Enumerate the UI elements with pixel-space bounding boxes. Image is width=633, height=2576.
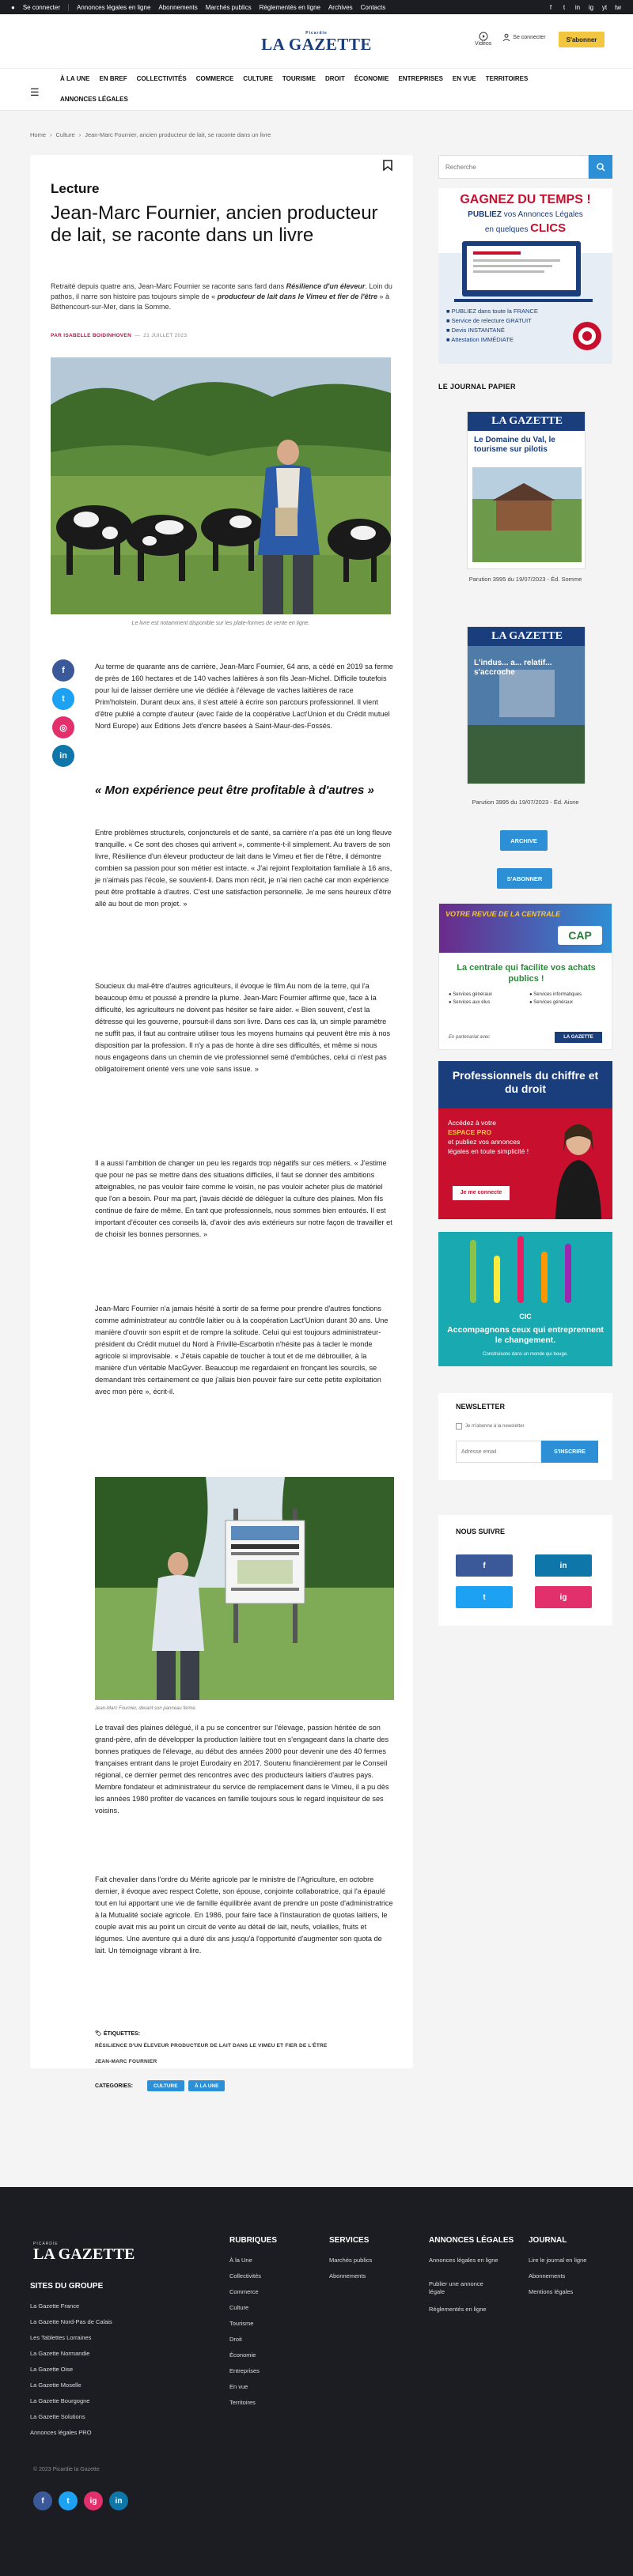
share-twitter-button[interactable]: [52, 688, 74, 710]
footer-link[interactable]: La Gazette Oise: [30, 2366, 74, 2373]
share-linkedin-button[interactable]: [52, 745, 74, 767]
youtube-icon[interactable]: yt: [601, 3, 608, 11]
newsletter-heading: NEWSLETTER: [456, 1403, 505, 1411]
instagram-icon: ◎: [59, 723, 67, 733]
footer-link[interactable]: Publier une annonce légale: [429, 2280, 483, 2295]
main-nav: [0, 68, 633, 111]
ad-items: ● Services généraux ● Services informatiques ● Services aux élus ● Services généraux: [449, 992, 582, 1005]
nav-item-entreprises[interactable]: ENTREPRISES: [398, 75, 443, 82]
breadcrumb-home[interactable]: Home: [30, 131, 47, 138]
account-icon: [502, 33, 510, 41]
top-bar: [0, 0, 633, 14]
newsletter-email-input[interactable]: [456, 1441, 541, 1463]
instagram-icon: ig: [89, 2496, 97, 2506]
footer-logo-kicker: PICARDIE: [33, 2242, 59, 2246]
nav-item-commerce[interactable]: COMMERCE: [195, 75, 234, 82]
nav-item-tourisme[interactable]: TOURISME: [282, 75, 316, 82]
ad-person-photo: [549, 1116, 608, 1219]
footer-link[interactable]: La Gazette Bourgogne: [30, 2397, 90, 2404]
article-paragraph: Fait chevalier dans l'ordre du Mérite agricole par le ministre de l'Agriculture, en octobre dernier, il évoque avec respect Colette, son épouse, conjointe collaboratrice, qui l'a épaulé tout en lui apportant une vie de famille équilibrée avant de prendre un poste d'administratrice à la Mutualité sociale agricole. En 1986, pour faire face à l'instauration de quotas laitiers, le couple avait mis au point un circuit de vente au détail de lait, neufs, volailles, fruits et légumes. Une aventure qui a duré dix ans jusqu'à l'opportunité d'augmenter son quota de lait. Un témoignage vibrant à lire.: [95, 1875, 393, 1955]
footer-link[interactable]: Lire le journal en ligne: [529, 2257, 587, 2264]
nav-item-territoires[interactable]: TERRITOIRES: [485, 75, 529, 82]
twitter-icon: t: [483, 1592, 486, 1602]
categories-label: CATEGORIES:: [95, 2083, 134, 2089]
footer-link[interactable]: Annonces légales en ligne: [429, 2257, 498, 2264]
linkedin-icon: in: [115, 2496, 123, 2506]
article-paragraph: Au terme de quarante ans de carrière, Jean-Marc Fournier, 64 ans, a cédé en 2019 sa ferme de près de 160 hectares et de 140 vaches laitières à son fils Jean-Michel. Difficile toutefois pour lui de laisser derrière une vie dédiée à l'élevage de vaches laitières de race Prim'holstein. Durant deux ans, il s'est attelé à écrire son parcours professionnel. Il vient d'être publié à compte d'auteur (avec l'aide de la coopérative Lact'Union et du Crédit mutuel Nord Europe) aux Éditions Jets d'encre basées à Saint-Maur-des-Fossés.: [95, 663, 393, 730]
top-link-abonnements[interactable]: Abonnements: [158, 3, 198, 11]
footer-link[interactable]: Collectivités: [229, 2272, 262, 2279]
cover-headline: Le Domaine du Val, le tourisme sur pilotis: [474, 436, 555, 454]
share-instagram-button[interactable]: [52, 716, 74, 738]
follow-box: [438, 1515, 612, 1626]
ad-line: en quelques CLICS: [484, 221, 567, 235]
photo-caption: Jean-Marc Fournier, devant son panneau ferme.: [95, 1706, 197, 1711]
author-name: PAR ISABELLE BOIDINHOVEN: [51, 333, 132, 338]
chevron-right-icon: ›: [78, 131, 81, 138]
ad-line: PUBLIEZ vos Annonces Légales: [468, 210, 583, 219]
article-photo-sign: [95, 1477, 394, 1700]
ad-subtitle: La centrale qui facilite vos achats publics !: [457, 963, 596, 984]
nav-row-secondary: [55, 94, 133, 105]
ad-illustration: [438, 237, 612, 364]
ad-annonces-legales[interactable]: [438, 188, 612, 364]
tags-heading: 🏷 ÉTIQUETTES:: [95, 2031, 141, 2037]
facebook-icon: f: [41, 2496, 44, 2506]
footer-link[interactable]: Territoires: [229, 2399, 256, 2406]
footer-link[interactable]: Économie: [229, 2351, 256, 2359]
footer-link[interactable]: En vue: [229, 2383, 248, 2390]
article-paragraph: Jean-Marc Fournier n'a jamais hésité à sortir de sa ferme pour prendre d'autres fonctions comme administrateur au contrôle laitier ou à la coopération Lact'Union durant 30 ans. Une manière d'ouvrir son esprit et de rompre la solitude. Celui qui est toujours administrateur-président du Crédit mutuel du Nord à Friville-Escarbotin n'hésite pas à tacler le monde agricole si improvisable. « J'étais capable de toucher à tout et de me débrouiller, à la manière d'un véritable MacGyver. Beaucoup me regardaient en fronçant les sourcils, se demandant très certainement ce que j'allais bien pouvoir faire sur cette petite exploitation avec mon père », écrit-il.: [95, 1305, 389, 1396]
ad-footer: En partenariat avec: [449, 1035, 491, 1040]
top-link-marches[interactable]: Marchés publics: [205, 3, 252, 11]
share-facebook-button[interactable]: [52, 659, 74, 682]
cover-masthead: LA GAZETTE: [468, 627, 586, 646]
article-subheading: « Mon expérience peut être profitable à d'autres »: [95, 784, 374, 797]
ad-brand: CAP: [558, 926, 602, 945]
footer-link[interactable]: Commerce: [229, 2288, 259, 2295]
ad-espace-pro[interactable]: [438, 1061, 612, 1219]
ad-top-text: VOTRE REVUE DE LA CENTRALE: [445, 910, 561, 918]
linkedin-icon[interactable]: in: [574, 3, 581, 11]
ad-partner-logo: LA GAZETTE: [555, 1032, 602, 1043]
top-link-annonces[interactable]: Annonces légales en ligne: [76, 3, 151, 11]
ad-cic[interactable]: [438, 1232, 612, 1366]
search-button[interactable]: [589, 155, 612, 179]
tag-link[interactable]: JEAN-MARC FOURNIER: [95, 2059, 157, 2064]
footer-link[interactable]: Entreprises: [229, 2367, 260, 2374]
nav-item-enbref[interactable]: EN BREF: [99, 75, 127, 82]
subscribe-button[interactable]: S'abonner: [559, 32, 605, 47]
nav-item-droit[interactable]: DROIT: [325, 75, 345, 82]
article-paragraph: Le travail des plaines délégué, il a pu se concentrer sur l'élevage, passion héritée de son grand-père, afin de développer la production laitière tout en s'engageant dans la charte des bonnes pratiques de l'élevage, au début des années 2000 pour devenir une des 40 fermes françaises entrant dans le projet Eurodairy en 2017. Soutenu financièrement par le Conseil régional, ce dernier permet des rencontres avec des producteurs laitiers d'autres pays. Membre fondateur et administrateur du service de remplacement dans le Vimeu, il a pu dès les années 1980 profiter de vacances en famille toujours sous le regard inquisiteur de ses voisins.: [95, 1724, 389, 1815]
login-button[interactable]: [502, 33, 545, 41]
twitch-icon[interactable]: tw: [615, 3, 621, 11]
videos-label: Vidéos: [475, 41, 492, 47]
cover-photo: [472, 467, 582, 562]
facebook-icon: f: [483, 1561, 486, 1570]
footer-link[interactable]: À la Une: [229, 2257, 252, 2264]
site-logo[interactable]: LA GAZETTE: [261, 35, 372, 54]
nav-row-primary: [55, 74, 533, 85]
footer-link[interactable]: Abonnements: [529, 2272, 566, 2279]
nav-item-collectivites[interactable]: COLLECTIVITÉS: [136, 75, 187, 82]
nav-item-annonces[interactable]: ANNONCES LÉGALES: [60, 96, 128, 103]
article-photo-cows: [51, 357, 391, 614]
ad-title: Professionnels du chiffre et du droit: [452, 1069, 599, 1095]
newsletter-submit-button[interactable]: S'INSCRIRE: [541, 1441, 598, 1463]
separator: [68, 4, 69, 11]
breadcrumb-current: Jean-Marc Fournier, ancien producteur de lait, se raconte dans un livre: [85, 131, 271, 138]
nav-item-economie[interactable]: ÉCONOMIE: [354, 75, 389, 82]
footer-link[interactable]: Marchés publics: [329, 2257, 373, 2264]
footer-link[interactable]: Réglementés en ligne: [429, 2306, 487, 2313]
ad-illustration: [438, 1232, 612, 1311]
top-link-archives[interactable]: Archives: [328, 3, 353, 11]
logo-kicker: Picardie: [305, 31, 328, 36]
article-paragraph: Il a aussi l'ambition de changer un peu les regards trop négatifs sur ces métiers. « J'estime que pour ne pas se mettre dans des situations difficiles, il faut se donner des ambitions atteignables, ne pas vouloir faire comme le voisin, ne pas vouloir acheter plus de matériel que l'on a besoin. Pour ma part, j'avais décidé de délèguer la culture des plaines. Mon fils continue de faire de même. En tant que professionnels, nous sommes bien entourés. Il est important d'écouter ces conseils là, d'avoir des avis extérieurs sur notre façon de travailler et de choisir les bonnes personnes. »: [95, 1159, 392, 1238]
site-footer: [0, 2187, 633, 2576]
footer-link[interactable]: La Gazette France: [30, 2302, 80, 2310]
footer-link[interactable]: Culture: [229, 2304, 249, 2311]
twitter-icon: t: [62, 694, 65, 704]
article-paragraph: Entre problèmes structurels, conjoncturels et de santé, sa carrière n'a pas été un long fleuve tranquille. « Ce sont des choses qui arrivent », commente-t-il simplement. Au travers de son livre, Résilience d'un éleveur producteur de lait dans le Vimeu et fier de l'être, il démontre combien sa passion pour son métier est intacte. « J'ai rejoint l'exploitation familiale à 16 ans, je n'aimais pas l'école, se souvient-il. Dans mon récit, je n'ai rien caché car mon expérience peut être profitable à d'autres. C'est une satisfaction personnelle. Je me sens heureux d'être allé au bout de mon projet. »: [95, 829, 392, 908]
newsletter-box: [438, 1393, 612, 1480]
tag-icon: 🏷: [95, 2031, 102, 2037]
hamburger-menu-icon[interactable]: ☰: [30, 86, 40, 98]
footer-heading-journal: JOURNAL: [529, 2236, 567, 2245]
follow-linkedin-button[interactable]: [535, 1554, 592, 1577]
search-icon: [597, 163, 605, 172]
ad-cta-button[interactable]: Je me connecte: [453, 1186, 510, 1200]
follow-heading: NOUS SUIVRE: [456, 1528, 506, 1535]
article-paragraph: Soucieux du mal-être d'autres agriculteurs, il évoque le film Au nom de la terre, qui l'a beaucoup ému et poussé à prendre la plume. Jean-Marc Fournier affirme que, face à la difficulté, les agriculteurs ne doivent pas hésiter se faire aider. « Bien souvent, c'est la détresse qui les gouverne, poursuit-il dans son livre. Dans ces cas là, un simple paramètre ne suffit pas, il faut au contraire utiliser tous les moyens humains qui peuvent être mis à nos disposition par la profession. Il n'y a pas de honte à dire ses difficultés, et même si nous nous engageons dans un chemin de vie professionnel semé d'embûches, celui ci n'est pas obligatoirement orienté vers une voie sans issue. »: [95, 982, 391, 1073]
linkedin-icon: in: [559, 1561, 567, 1570]
top-link-reglementes[interactable]: Réglementés en ligne: [259, 3, 320, 11]
article-chapo: Retraité depuis quatre ans, Jean-Marc Fournier se raconte sans fard dans Résilience d'un éleveur. Loin du pathos, il narre son histoire pas toujours simple de « producteur de lait dans le Vimeu et fier de l'être » à Béthencourt-sur-Mer, dans la Somme.: [51, 282, 392, 311]
videos-button[interactable]: [475, 32, 491, 47]
twitter-icon: t: [66, 2496, 70, 2506]
cover-masthead: LA GAZETTE: [468, 412, 586, 431]
ad-bullets: ■ PUBLIEZ dans toute la FRANCE ■ Service de relecture GRATUIT ■ Devis INSTANTANÉ ■ Attestation IMMÉDIATE: [446, 308, 538, 343]
instagram-icon[interactable]: ig: [588, 3, 594, 11]
footer-logo[interactable]: LA GAZETTE: [33, 2246, 135, 2263]
nav-item-culture[interactable]: CULTURE: [243, 75, 273, 82]
footer-heading-rubriques: RUBRIQUES: [229, 2236, 278, 2245]
search-input[interactable]: [438, 155, 589, 179]
facebook-icon: f: [62, 666, 65, 675]
twitter-icon[interactable]: t: [563, 3, 566, 11]
category-pill-une[interactable]: À LA UNE: [188, 2080, 225, 2091]
journal-caption: Parution 3995 du 19/07/2023 - Éd. Somme: [468, 576, 582, 583]
ad-headline: GAGNEZ DU TEMPS !: [460, 193, 591, 206]
footer-linkedin-button[interactable]: [109, 2491, 128, 2510]
archive-button[interactable]: ARCHIVE: [500, 830, 548, 851]
nav-item-envue[interactable]: EN VUE: [452, 75, 476, 82]
sidebar-search: [438, 155, 612, 179]
nav-item-une[interactable]: À LA UNE: [60, 75, 90, 82]
subscribe-sidebar-button[interactable]: S'ABONNER: [497, 868, 552, 889]
footer-link[interactable]: La Gazette Moselle: [30, 2381, 81, 2389]
footer-heading-services: SERVICES: [329, 2236, 370, 2245]
follow-twitter-button[interactable]: [456, 1586, 513, 1608]
instagram-icon: ig: [559, 1592, 567, 1602]
login-label: Se connecter: [513, 34, 546, 40]
footer-heading-annonces: ANNONCES LÉGALES: [429, 2236, 514, 2245]
copyright-text: © 2023 Picardie la Gazette: [33, 2467, 100, 2472]
tag-link[interactable]: RÉSILIENCE D'UN ÉLEVEUR PRODUCTEUR DE LAIT DANS LE VIMEU ET FIER DE L'ÊTRE: [95, 2043, 328, 2049]
chevron-right-icon: ›: [50, 131, 52, 138]
article-date: 21 JUILLET 2023: [143, 333, 188, 338]
footer-facebook-button[interactable]: [33, 2491, 52, 2510]
footer-link[interactable]: Annonces légales PRO: [30, 2429, 92, 2436]
footer-link[interactable]: Tourisme: [229, 2320, 254, 2327]
journal-cover-somme[interactable]: [467, 411, 586, 569]
bookmark-icon[interactable]: [383, 160, 392, 171]
facebook-icon[interactable]: f: [549, 3, 552, 11]
footer-link[interactable]: La Gazette Nord-Pas de Calais: [30, 2318, 112, 2325]
journal-heading: LE JOURNAL PAPIER: [438, 383, 516, 391]
footer-heading-sites: SITES DU GROUPE: [30, 2282, 104, 2291]
follow-instagram-button[interactable]: [535, 1586, 592, 1608]
checkbox-icon: [456, 1423, 462, 1430]
footer-link[interactable]: Les Tablettes Lorraines: [30, 2334, 92, 2341]
top-link-contacts[interactable]: Contacts: [360, 3, 386, 11]
share-buttons: [52, 659, 74, 767]
ad-body: Accédez à votre ESPACE PRO et publiez vos annonces légales en toute simplicité !: [448, 1119, 529, 1155]
ad-text: Accompagnons ceux qui entreprennent le changement.: [447, 1325, 604, 1345]
user-icon: ●: [11, 3, 15, 11]
cover-headline: L'indus... a... relatif... s'accroche: [474, 659, 552, 677]
connect-link[interactable]: Se connecter: [22, 3, 60, 11]
follow-facebook-button[interactable]: [456, 1554, 513, 1577]
footer-twitter-button[interactable]: [59, 2491, 78, 2510]
footer-link[interactable]: Abonnements: [329, 2272, 366, 2279]
linkedin-icon: in: [59, 751, 67, 761]
video-icon: [479, 32, 488, 41]
journal-caption: Parution 3995 du 19/07/2023 - Éd. Aisne: [472, 799, 579, 806]
ad-cap-centrale[interactable]: [438, 903, 612, 1050]
footer-instagram-button[interactable]: [84, 2491, 103, 2510]
site-header: [0, 14, 633, 68]
footer-link[interactable]: La Gazette Solutions: [30, 2413, 85, 2420]
article-byline: PAR ISABELLE BOIDINHOVEN — 21 JUILLET 2023: [51, 333, 188, 338]
footer-link[interactable]: La Gazette Normandie: [30, 2350, 90, 2357]
journal-cover-aisne[interactable]: [467, 626, 586, 784]
breadcrumb-culture[interactable]: Culture: [55, 131, 75, 138]
newsletter-checkbox[interactable]: Je m'abonne à la newsletter: [456, 1423, 525, 1430]
photo-caption: Le livre est notamment disponible sur les plate-formes de vente en ligne.: [131, 621, 310, 626]
category-pill-culture[interactable]: CULTURE: [147, 2080, 184, 2091]
footer-link[interactable]: Droit: [229, 2336, 242, 2343]
ad-small-text: Construisons dans un monde qui bouge.: [483, 1352, 568, 1357]
ad-brand: CIC: [519, 1313, 532, 1320]
breadcrumb: [30, 131, 271, 138]
footer-link[interactable]: Mentions légales: [529, 2288, 574, 2295]
article-category: Lecture: [51, 181, 100, 196]
article-title: Jean-Marc Fournier, ancien producteur de lait, se raconte dans un livre: [51, 202, 378, 246]
